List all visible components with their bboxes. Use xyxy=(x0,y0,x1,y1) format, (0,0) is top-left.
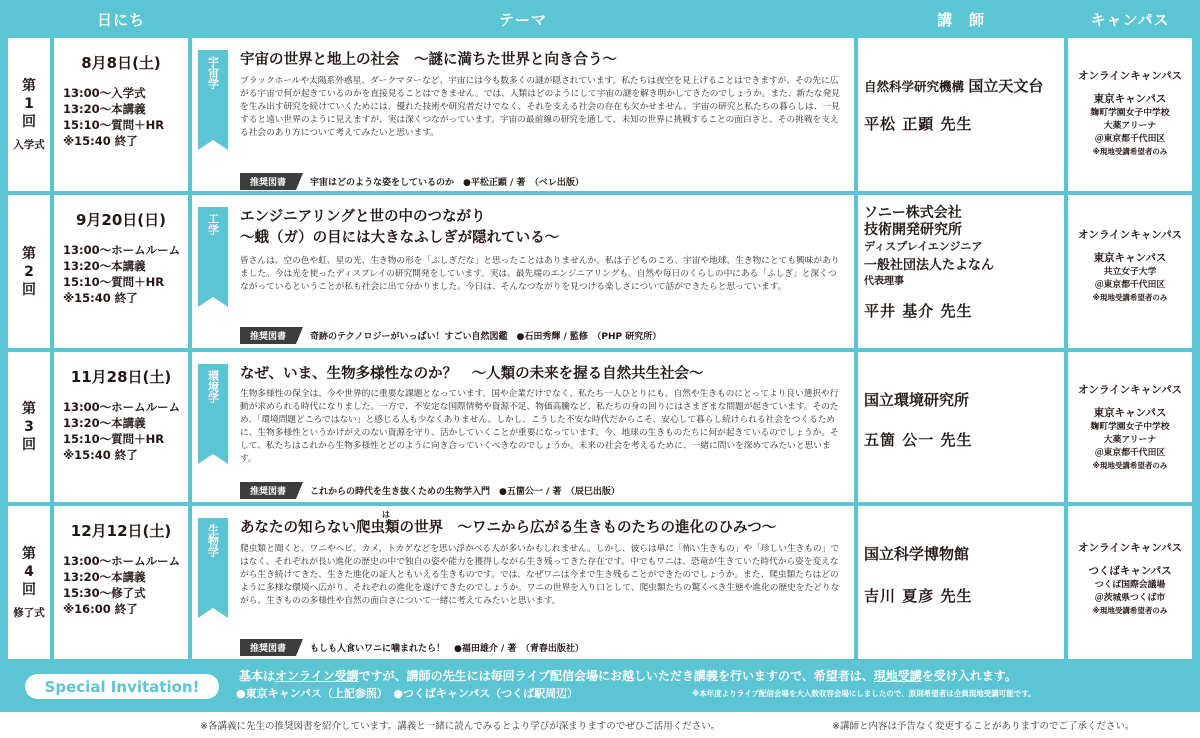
lecturer-org: 国立環境研究所 xyxy=(864,391,970,409)
session-date: 8月8日(土) xyxy=(81,54,161,72)
campus-detail: ＠東京都千代田区 xyxy=(1094,134,1166,144)
schedule-line: 15:30～修了式 xyxy=(63,586,146,600)
session-4-campus xyxy=(1068,506,1192,659)
campus-online: オンラインキャンパス xyxy=(1078,542,1182,554)
session-4-date xyxy=(54,506,188,659)
schedule-line: 15:10～質問＋HR xyxy=(63,275,165,289)
campus-detail: ＠茨城県つくば市 xyxy=(1094,593,1166,603)
session-number: 第2回 xyxy=(22,245,36,298)
campus-main: 東京キャンパス xyxy=(1093,407,1167,419)
schedule-line: 15:10～質問＋HR xyxy=(63,432,165,446)
campus-detail: 麹町学園女子中学校 xyxy=(1090,422,1170,432)
lecturer-name: 五箇 公一 先生 xyxy=(864,431,973,449)
session-tag: 修了式 xyxy=(13,607,45,619)
header-date: 日にち xyxy=(96,10,145,29)
campus-note: ※現地受講希望者のみ xyxy=(1092,147,1168,156)
lecturer-name: 平松 正顕 先生 xyxy=(864,115,973,133)
lecture-description: 爬虫類と聞くと、ワニやヘビ、カメ、トカゲなどを思い浮かべる人が多いかもしれません。しかし、彼らは単に「怖い生きもの」や「珍しい生きもの」ではなく、それぞれが長い進化の歴史の中で独自の姿や能力を獲得しながら生き残ってきた存在です。中でもワニは、恐竜が生きていた時代から姿を変えながら生き続けてきた、生きた進化の証人ともいえる生きものです。では、なぜワニは今まで生き残ることができたのでしょうか。また、爬虫類たちはどのように多様な環境へ広がり、それぞれの進化を遂げてきたのでしょうか。ワニの世界を入り口として、爬虫類たちの驚くべき生態や進化の歴史をたどりながら、生きものの多様性や自然の面白さについて一緒に考えてみたいと思います。 xyxy=(240,544,840,606)
campus-note: ※現地受講希望者のみ xyxy=(1092,461,1168,470)
session-3-campus xyxy=(1068,352,1192,502)
campus-note: ※現地受講希望者のみ xyxy=(1092,606,1168,615)
book-text: 宇宙はどのような姿をしているのか ●平松正顕 / 著 （ベレ出版） xyxy=(310,178,584,188)
campus-main: 東京キャンパス xyxy=(1093,252,1167,264)
schedule-line: 13:00～入学式 xyxy=(63,86,146,100)
inv-text: 基本は xyxy=(239,669,276,683)
schedule-line: 13:20～本講義 xyxy=(63,570,146,584)
lecturer-org: 国立科学博物館 xyxy=(864,545,970,563)
schedule-line: 13:20～本講義 xyxy=(63,259,146,273)
invitation-line-2: ●東京キャンパス（上記参照） ●つくばキャンパス（つくば駅周辺） xyxy=(236,687,579,700)
recommended-book xyxy=(240,173,584,190)
field-tab xyxy=(198,364,228,454)
schedule-line: ※15:40 終了 xyxy=(63,134,138,148)
session-date: 9月20日(日) xyxy=(75,211,167,229)
org-line: ソニー株式会社 xyxy=(864,205,962,221)
org-line: 技術開発研究所 xyxy=(864,222,962,238)
campus-detail: ＠東京都千代田区 xyxy=(1094,280,1166,290)
session-3-date xyxy=(54,352,188,502)
lecture-description: 皆さんは、空の色や虹、星の光、生き物の形を「ふしぎだな」と思ったことはありませんか。私は子どものころ、宇宙や地球、生き物にとても興味がありました。今は光を使ったディスプレイの研究開発をしています。実は、最先端のエンジニアリングも、自然や毎日のくらしの中にある「ふしぎ」と深くつながっているということが私も社会に出て分かりました。今日は、そんなつながりを見つける楽しさについて話ができたらと思っています。 xyxy=(240,256,840,292)
campus-detail: 麹町学園女子中学校 xyxy=(1090,108,1170,118)
session-3-theme xyxy=(192,352,854,502)
campus-online: オンラインキャンパス xyxy=(1078,70,1182,82)
book-text: これからの時代を生き抜くための生物学入門 ●五箇公一 / 著 （辰巳出版） xyxy=(310,487,620,497)
inv-text: ですが、講師の先生には毎回ライブ配信会場にお越しいただき講義を行いますので、希望者は、 xyxy=(358,669,874,683)
lecture-subtitle: ～蛾（ガ）の目には大きなふしぎが隠れている～ xyxy=(240,230,560,246)
inv-text: を受け入れます。 xyxy=(921,669,1017,683)
field-tab xyxy=(198,207,228,297)
schedule-line: 13:00～ホームルーム xyxy=(63,243,181,257)
special-invitation-badge: Special Invitation! xyxy=(25,674,219,699)
schedule-line: 13:20～本講義 xyxy=(63,416,146,430)
campus-detail: 大薬アリーナ xyxy=(1103,121,1157,131)
org-line: 国立天文台 xyxy=(968,77,1044,95)
session-number: 第4回 xyxy=(22,546,36,598)
campus-online: オンラインキャンパス xyxy=(1078,384,1182,396)
schedule-line: 13:00～ホームルーム xyxy=(63,400,181,414)
org-line: 自然科学研究機構 xyxy=(864,79,965,94)
field-label: 工学 xyxy=(206,213,220,235)
field-label: 宇宙学 xyxy=(206,56,220,89)
lecture-title: 宇宙の世界と地上の社会 ～謎に満ちた世界と向き合う～ xyxy=(240,52,617,68)
schedule-line: ※16:00 終了 xyxy=(63,602,138,616)
lecture-title: なぜ、いま、生物多様性なのか？ ～人類の未来を握る自然共生社会～ xyxy=(240,366,704,382)
campus-note: ※現地受講希望者のみ xyxy=(1092,293,1168,302)
session-4-theme xyxy=(192,506,854,659)
field-tab xyxy=(198,50,228,140)
session-1-lecturer xyxy=(858,38,1064,191)
field-label: 環境学 xyxy=(206,370,220,403)
org-line: ディスプレイエンジニア xyxy=(864,240,983,253)
schedule-line: 15:10～質問＋HR xyxy=(63,118,165,132)
org-line: 一般社団法人たよなん xyxy=(864,258,995,273)
lecture-description: 生物多様性の保全は、今や世界的に重要な課題となっています。国や企業だけでなく、私たち一人ひとりにも、自然や生きものにとってより良い選択や行動が求められる時代になりました。一方で、不安定な国際情勢や資源不足、物価高騰など、私たちの身の回りにはさまざまな問題が起きています。そのため、「環境問題どころではない」と感じる人も少なくありません。しかし、こうした不安な時代だからこそ、安心して暮らし続けられる社会をつくるために、生物多様性というかけがえのない資源を守り、活かしていくことが重要になっています。今、地球の生きものたちに何が起きているのでしょうか。そして、私たちはこれから生物多様性とどのように向き合っていくべきなのでしょうか。未来の社会を考えるために、一緒に問いを深めてみたいと思います。 xyxy=(240,389,839,464)
lecturer-name: 平井 基介 先生 xyxy=(864,302,973,320)
schedule-line: 13:00～ホームルーム xyxy=(63,554,181,568)
session-2-date xyxy=(54,195,188,348)
session-date: 12月12日(土) xyxy=(70,522,172,540)
book-text: 奇跡のテクノロジーがいっぱい！すごい自然図鑑 ●石田秀輝 / 監修 （PHP 研究所） xyxy=(310,332,662,342)
invitation-line-1 xyxy=(239,667,1017,684)
field-tab xyxy=(198,518,228,608)
campus-online: オンラインキャンパス xyxy=(1078,229,1182,241)
session-2-theme xyxy=(192,195,854,348)
recommended-book xyxy=(240,639,584,656)
session-number: 第3回 xyxy=(22,401,36,453)
title-ruby: は xyxy=(382,510,390,519)
lecture-title: あなたの知らない爬虫類の世界 ～ワニから広がる生きものたちの進化のひみつ～ xyxy=(240,520,777,536)
campus-main: つくばキャンパス xyxy=(1088,565,1172,577)
header-lecturer: 講 師 xyxy=(936,10,985,29)
session-2-lecturer xyxy=(858,195,1064,348)
session-1-number xyxy=(8,38,50,191)
session-tag: 入学式 xyxy=(13,139,45,151)
campus-detail: 大薬アリーナ xyxy=(1103,435,1157,445)
recommended-book xyxy=(240,482,620,499)
field-label: 生物学 xyxy=(206,524,220,557)
inv-onsite-emphasis: 現地受講 xyxy=(873,669,922,683)
lecturer-org xyxy=(864,78,1058,95)
header-campus: キャンパス xyxy=(1090,10,1170,29)
book-text: もしも人食いワニに噛まれたら！ ●福田雄介 / 著 （青春出版社） xyxy=(310,644,584,654)
campus-detail: 共立女子大学 xyxy=(1103,267,1157,277)
session-2-number xyxy=(8,195,50,348)
campus-main: 東京キャンパス xyxy=(1093,93,1167,105)
session-number: 第1回 xyxy=(22,78,36,130)
session-2-campus xyxy=(1068,195,1192,348)
footer-note-change: ※講師と内容は予告なく変更することがありますのでご了承ください。 xyxy=(832,721,1135,732)
inv-online-emphasis: オンライン受講 xyxy=(275,669,359,683)
footer-note-books: ※各講義に先生の推奨図書を紹介しています。講義と一緒に読んでみるとより学びが深まりますのでぜひご活用ください。 xyxy=(200,721,721,732)
org-line: 代表理事 xyxy=(864,276,904,287)
session-1-campus xyxy=(1068,38,1192,191)
lecture-title: エンジニアリングと世の中のつながり xyxy=(240,209,486,225)
schedule-line: ※15:40 終了 xyxy=(63,291,138,305)
lecturer-name: 吉川 夏彦 先生 xyxy=(864,587,973,605)
session-1-theme xyxy=(192,38,854,191)
schedule-line: ※15:40 終了 xyxy=(63,448,138,462)
book-badge: 推奨図書 xyxy=(240,639,296,656)
recommended-book xyxy=(240,327,661,344)
campus-detail: ＠東京都千代田区 xyxy=(1094,448,1166,458)
session-date: 11月28日(土) xyxy=(70,368,172,386)
session-1-date xyxy=(54,38,188,191)
session-4-number xyxy=(8,506,50,659)
book-badge: 推奨図書 xyxy=(240,482,296,499)
book-badge: 推奨図書 xyxy=(240,327,296,344)
campus-detail: つくば国際会議場 xyxy=(1094,580,1166,590)
session-4-lecturer xyxy=(858,506,1064,659)
lecture-description: ブラックホールや太陽系外惑星、ダークマターなど、宇宙には今も数多くの謎が隠されています。私たちは夜空を見上げることはできますが、その先に広がる宇宙で何が起きているのかを直接見ることはできません。では、人類はどのようにして宇宙の謎を解き明かしてきたのでしょうか。また、新たな発見を生み出す研究を続けていくためには、優れた技術や研究者だけでなく、それを支える社会の存在も欠かせません。宇宙の研究と私たちの暮らしは、一見すると遠い世界のように見えますが、実は深くつながっています。宇宙の最前線の研究を通して、未知の世界に挑戦することの面白さと、その挑戦を支える社会のあり方について考えてみたいと思います。 xyxy=(240,76,840,138)
session-3-number xyxy=(8,352,50,502)
book-badge: 推奨図書 xyxy=(240,173,296,190)
invitation-line-3: ※本年度よりライブ配信会場を大人数収容会場にしましたので、原則希望者は全員現地受講可能です。 xyxy=(692,689,1036,698)
header-theme: テーマ xyxy=(498,10,547,29)
schedule-line: 13:20～本講義 xyxy=(63,102,146,116)
session-3-lecturer xyxy=(858,352,1064,502)
